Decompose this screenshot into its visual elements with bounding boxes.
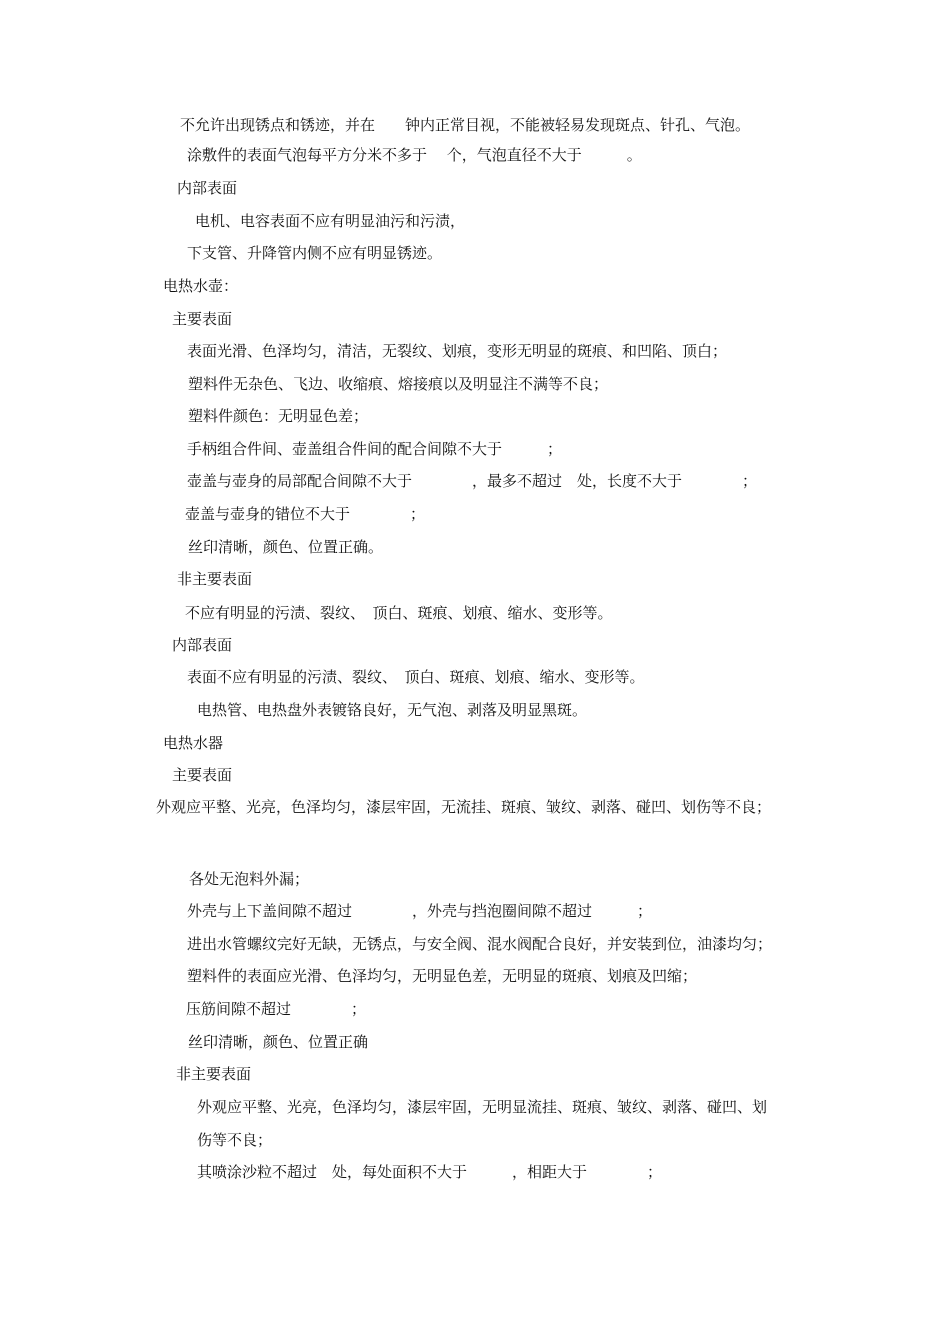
product-heading: 电热水器: [163, 734, 224, 752]
text-line: 外壳与上下盖间隙不超过 ，外壳与挡泡圈间隙不超过 ；: [187, 902, 653, 920]
text-line: 涂敷件的表面气泡每平方分米不多于 个，气泡直径不大于 。: [187, 146, 642, 164]
section-heading: 非主要表面: [177, 570, 253, 588]
text-line: 伤等不良；: [197, 1131, 273, 1149]
text-line: 电热管、电热盘外表镀铬良好，无气泡、剥落及明显黑斑。: [197, 701, 588, 719]
text-line: 表面光滑、色泽均匀，清洁，无裂纹、划痕，变形无明显的斑痕、和凹陷、顶白；: [187, 342, 728, 360]
text-line: 手柄组合件间、壶盖组合件间的配合间隙不大于 ；: [187, 440, 563, 458]
text-line: 不允许出现锈点和锈迹，并在 钟内正常目视，不能被轻易发现斑点、针孔、气泡。: [180, 116, 751, 134]
text-line: 不应有明显的污渍、裂纹、 顶白、斑痕、划痕、缩水、变形等。: [185, 604, 613, 622]
text-line: 压筋间隙不超过 ；: [186, 1000, 367, 1018]
text-line: 其喷涂沙粒不超过 处，每处面积不大于 ，相距大于 ；: [197, 1163, 663, 1181]
text-line: 外观应平整、光亮，色泽均匀，漆层牢固，无明显流挂、斑痕、皱纹、剥落、碰凹、划: [197, 1098, 768, 1116]
text-line: 塑料件无杂色、飞边、收缩痕、熔接痕以及明显注不满等不良；: [188, 375, 609, 393]
text-line: 表面不应有明显的污渍、裂纹、 顶白、斑痕、划痕、缩水、变形等。: [187, 668, 645, 686]
text-line: 塑料件颜色：无明显色差；: [188, 407, 369, 425]
text-line: 外观应平整、光亮，色泽均匀，漆层牢固，无流挂、斑痕、皱纹、剥落、碰凹、划伤等不良；: [156, 798, 772, 816]
text-line: 电机、电容表面不应有明显油污和污渍，: [195, 212, 466, 230]
text-line: 塑料件的表面应光滑、色泽均匀，无明显色差，无明显的斑痕、划痕及凹缩；: [187, 967, 698, 985]
text-line: 进出水管螺纹完好无缺，无锈点，与安全阀、混水阀配合良好，并安装到位，油漆均匀；: [187, 935, 773, 953]
text-line: 下支管、升降管内侧不应有明显锈迹。: [187, 244, 443, 262]
text-line: 丝印清晰，颜色、位置正确: [188, 1033, 369, 1051]
section-heading: 主要表面: [172, 310, 233, 328]
section-heading: 非主要表面: [176, 1065, 252, 1083]
text-line: 各处无泡料外漏；: [189, 870, 310, 888]
section-heading: 内部表面: [172, 636, 233, 654]
section-heading: 主要表面: [172, 766, 233, 784]
text-line: 丝印清晰，颜色、位置正确。: [188, 538, 384, 556]
section-heading: 内部表面: [177, 179, 238, 197]
text-line: 壶盖与壶身的局部配合间隙不大于 ，最多不超过 处，长度不大于 ；: [187, 472, 758, 490]
text-line: 壶盖与壶身的错位不大于 ；: [185, 505, 426, 523]
product-heading: 电热水壶：: [163, 277, 239, 295]
